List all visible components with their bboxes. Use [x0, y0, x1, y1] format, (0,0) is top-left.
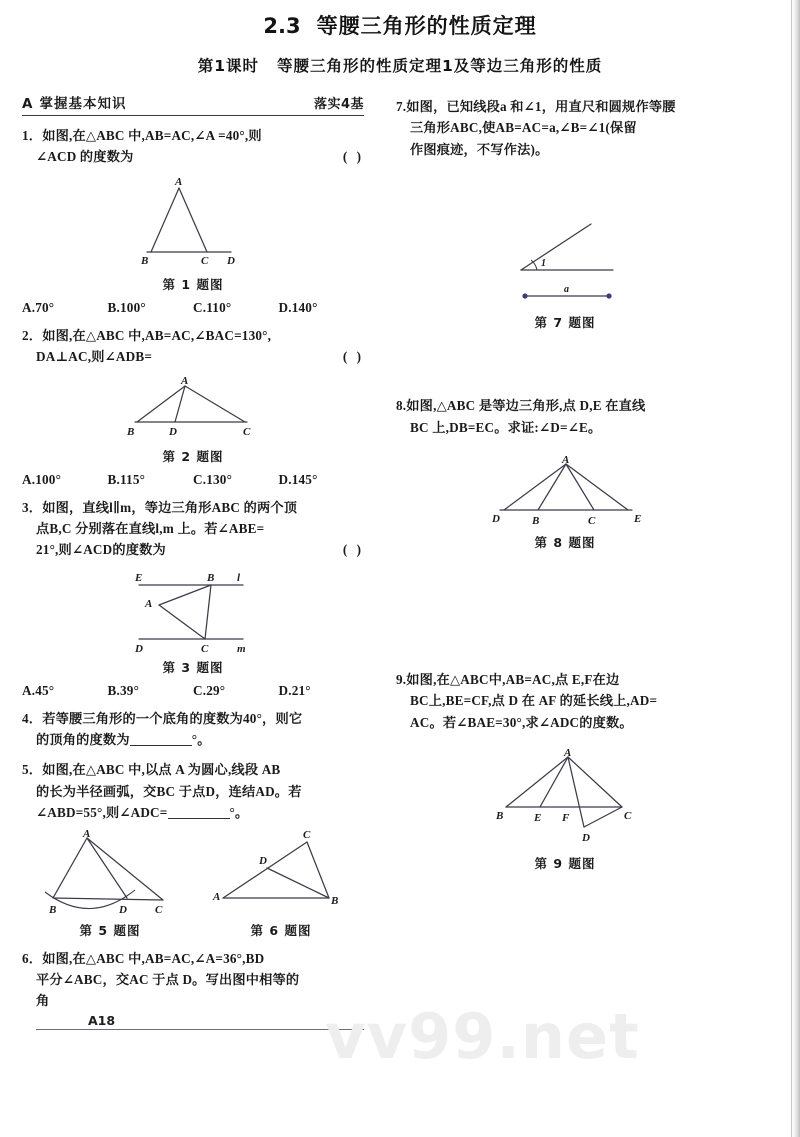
figure-5	[35, 828, 185, 939]
question-3-line1: 如图，直线l∥m，等边三角形ABC 的两个顶	[42, 499, 298, 515]
question-1-options	[22, 300, 364, 316]
figure-9-drawing	[470, 749, 660, 853]
figure-3-caption: 第 3 题图	[162, 659, 224, 675]
figure-1-label-A: A	[175, 175, 183, 188]
figure-8-label-A: A	[562, 455, 570, 466]
figure-7-caption: 第 7 题图	[534, 315, 596, 331]
figure-2-label-D: D	[169, 425, 177, 438]
content-columns	[0, 92, 800, 1030]
figure-2-caption: 第 2 题图	[162, 448, 224, 464]
section-number: 2.3	[263, 14, 301, 38]
question-6-index: 6．	[22, 950, 43, 966]
figure-1-label-B: B	[141, 254, 149, 267]
question-6-line1: 如图,在△ABC 中,AB=AC,∠A=36°,BD	[42, 950, 265, 966]
figure-5-drawing	[35, 828, 185, 920]
figure-6-label-A: A	[213, 890, 221, 903]
question-4	[22, 708, 364, 751]
question-5-line3-row	[22, 802, 364, 823]
question-2-option-d[interactable]: D.145°	[278, 471, 318, 487]
figure-8-caption: 第 8 题图	[534, 534, 596, 550]
left-column	[22, 92, 378, 1030]
figure-2-drawing	[93, 374, 293, 446]
watermark: vv99.net	[325, 1000, 640, 1073]
question-4-index: 4．	[22, 710, 43, 726]
question-2-option-c[interactable]: C.130°	[193, 471, 233, 487]
question-1-line1: 如图,在△ABC 中,AB=AC,∠A =40°,则	[42, 128, 262, 143]
question-5-answer-blank[interactable]	[168, 805, 230, 819]
figure-3-drawing	[93, 567, 293, 657]
question-5-line3-after: °。	[229, 805, 249, 821]
figure-7-drawing	[485, 216, 645, 312]
figure-5-caption: 第 5 题图	[79, 922, 141, 938]
question-5-line2: 的长为半径画弧，交BC 于点D，连结AD。若	[36, 783, 302, 799]
figure-3-label-m: m	[237, 642, 246, 655]
figure-9-label-C: C	[624, 810, 632, 822]
figure-2	[22, 374, 364, 465]
figure-7	[396, 216, 734, 331]
figure-9-label-F: F	[562, 812, 570, 824]
right-column	[378, 92, 734, 1030]
question-3-option-a[interactable]: A.45°	[22, 682, 55, 698]
page-title	[0, 0, 800, 40]
question-2-option-b[interactable]: B.115°	[107, 471, 146, 487]
figure-8-label-D: D	[492, 512, 500, 525]
question-9-line1-tail: BC	[410, 693, 429, 709]
question-2-line2-row	[22, 346, 364, 367]
question-3-option-d[interactable]: D.21°	[278, 682, 311, 698]
question-5-line3-before: ∠ABD=55°,则∠ADC=	[36, 805, 168, 821]
question-7-line1: 如图，已知线段a 和∠1，用直尺和圆规作等腰	[406, 99, 676, 114]
figure-5-label-D: D	[119, 903, 127, 916]
question-4-answer-blank[interactable]	[130, 732, 192, 746]
question-3-line3-row	[22, 539, 364, 560]
lesson-label: 第1课时	[197, 57, 259, 75]
question-3-line3: 21°,则∠ACD的度数为	[36, 542, 166, 558]
question-1-choice-marker: ( )	[342, 149, 364, 165]
figure-5-label-C: C	[155, 903, 163, 916]
question-1-option-a[interactable]: A.70°	[22, 299, 55, 315]
section-a-tag: 落实4基	[313, 97, 364, 112]
question-7-index: 7.	[396, 99, 407, 114]
figure-3-label-C: C	[201, 642, 209, 655]
figure-1-caption: 第 1 题图	[162, 276, 224, 292]
question-5	[22, 759, 364, 823]
page-subtitle	[0, 54, 800, 76]
question-1-option-b[interactable]: B.100°	[107, 299, 146, 315]
question-1-index: 1．	[22, 128, 43, 143]
question-8-line1: 如图,△ABC 是等边三角形,点 D,E 在直线	[406, 398, 646, 414]
figure-3-label-E: E	[135, 571, 143, 584]
figure-2-label-A: A	[181, 374, 189, 387]
question-2-line2: DA⊥AC,则∠ADB=	[36, 349, 153, 365]
figure-1	[22, 174, 364, 293]
figure-3-label-l: l	[237, 571, 241, 584]
section-title: 等腰三角形的性质定理	[316, 14, 537, 38]
figure-2-label-B: B	[127, 425, 135, 438]
question-3-line2: 点B,C 分别落在直线l,m 上。若∠ABE=	[36, 520, 265, 536]
question-4-line1: 若等腰三角形的一个底角的度数为40°，则它	[42, 710, 303, 726]
figure-6	[211, 828, 351, 939]
question-9	[396, 669, 734, 733]
figure-9-caption: 第 9 题图	[534, 856, 596, 871]
figure-6-caption: 第 6 题图	[250, 922, 312, 938]
figure-9-label-A: A	[564, 749, 572, 759]
question-9-line2: 上,BE=CF,点 D 在 AF 的延长线上,AD=	[428, 693, 658, 709]
question-7	[396, 96, 734, 160]
question-5-line1: 如图,在△ABC 中,以点 A 为圆心,线段 AB	[42, 762, 281, 778]
page-number: A18	[88, 1013, 116, 1028]
figure-9-label-E: E	[534, 812, 542, 824]
section-a-header	[22, 92, 364, 116]
figure-8-label-C: C	[588, 514, 596, 527]
question-2-options	[22, 472, 364, 488]
question-4-line2-after: °。	[191, 732, 211, 747]
figure-7-endpoint-left	[522, 294, 527, 299]
figure-3	[22, 567, 364, 676]
figure-6-label-B: B	[331, 894, 339, 907]
figure-6-label-D: D	[259, 854, 267, 867]
question-8-index: 8.	[396, 398, 407, 414]
section-a-label: 掌握基本知识	[39, 96, 127, 112]
figure-7-segment-label: a	[564, 284, 569, 296]
question-2-option-a[interactable]: A.100°	[22, 471, 62, 487]
question-8-line2: BC 上,DB=EC。求证:∠D=∠E。	[410, 419, 602, 435]
question-9-index: 9.	[396, 671, 407, 687]
question-7-line2: 三角形ABC,使AB=AC=a,∠B=∠1(保留	[410, 120, 637, 136]
question-9-line2-row	[396, 690, 734, 711]
question-5-index: 5．	[22, 762, 43, 778]
question-3	[22, 497, 364, 561]
question-3-option-c[interactable]: C.29°	[193, 682, 226, 698]
question-1-option-c[interactable]: C.110°	[193, 299, 232, 315]
question-2	[22, 325, 364, 368]
figure-5-label-B: B	[49, 903, 57, 916]
section-a-letter: A	[22, 96, 33, 112]
figure-1-drawing	[103, 174, 283, 274]
figure-1-label-D: D	[227, 254, 235, 267]
figure-6-label-C: C	[303, 828, 311, 841]
question-2-choice-marker: ( )	[342, 349, 364, 365]
figure-3-label-A: A	[145, 597, 153, 610]
question-9-line3: AC。若∠BAE=30°,求∠ADC的度数。	[410, 714, 633, 730]
figure-3-label-D: D	[135, 642, 143, 655]
question-3-option-b[interactable]: B.39°	[107, 682, 140, 698]
question-3-options	[22, 683, 364, 699]
question-3-index: 3．	[22, 499, 43, 515]
question-2-line1: 如图,在△ABC 中,AB=AC,∠BAC=130°,	[42, 327, 272, 343]
figure-1-label-C: C	[201, 254, 209, 267]
question-2-index: 2．	[22, 327, 43, 343]
question-6-line2: 平分∠ABC，交AC 于点 D。写出图中相等的	[36, 971, 300, 987]
figure-8-drawing	[470, 456, 660, 532]
section-a-title	[22, 92, 126, 112]
question-1-line2-row	[22, 146, 364, 167]
figure-9-label-D: D	[582, 832, 590, 844]
figure-9-label-B: B	[496, 810, 504, 822]
question-1	[22, 125, 364, 168]
question-1-line2: ∠ACD 的度数为	[36, 149, 134, 165]
figure-6-drawing	[211, 828, 351, 920]
figure-3-label-B: B	[207, 571, 215, 584]
figure-8-label-B: B	[532, 514, 540, 527]
figure-5-label-A: A	[83, 827, 91, 840]
question-4-line2-row	[22, 729, 364, 750]
question-4-line2-before: 的顶角的度数为	[36, 732, 130, 747]
figure-9	[396, 749, 734, 872]
question-9-line1: 如图,在△ABC中,AB=AC,点 E,F在边	[406, 671, 620, 687]
question-7-line3: 作图痕迹，不写作法)。	[410, 141, 549, 157]
question-8	[396, 395, 734, 438]
question-1-option-d[interactable]: D.140°	[278, 299, 318, 315]
figure-7-angle-label: 1	[541, 258, 546, 270]
figure-pair-5-6	[22, 828, 364, 939]
figure-2-label-C: C	[243, 425, 251, 438]
question-6-line3: 角	[36, 993, 50, 1009]
figure-8-label-E: E	[634, 512, 642, 525]
lesson-title: 等腰三角形的性质定理1及等边三角形的性质	[277, 57, 603, 75]
figure-7-endpoint-right	[606, 294, 611, 299]
figure-8	[396, 456, 734, 551]
question-3-choice-marker: ( )	[342, 542, 364, 558]
